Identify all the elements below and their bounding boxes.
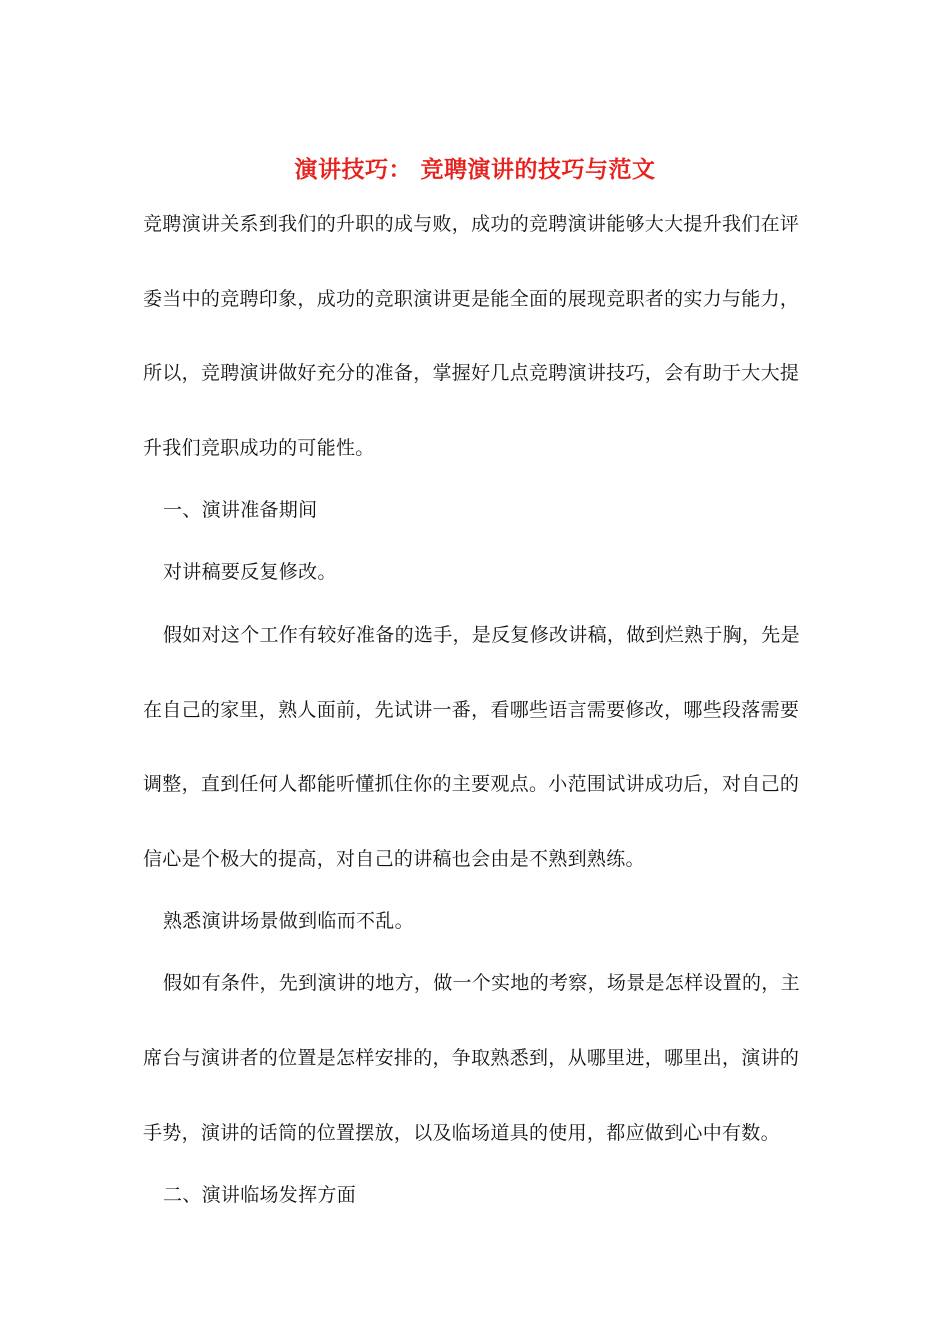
paragraph-line: 调整，直到任何人都能听懂抓住你的主要观点。小范围试讲成功后，对自己的 <box>143 773 800 795</box>
section-heading: 二、演讲临场发挥方面 <box>163 1184 357 1206</box>
paragraph-line: 席台与演讲者的位置是怎样安排的，争取熟悉到，从哪里进，哪里出，演讲的 <box>143 1047 800 1069</box>
subheading: 熟悉演讲场景做到临而不乱。 <box>163 910 414 932</box>
document-title: 演讲技巧： 竞聘演讲的技巧与范文 <box>294 156 656 183</box>
section-heading: 一、演讲准备期间 <box>163 499 318 521</box>
paragraph-line: 在自己的家里，熟人面前，先试讲一番，看哪些语言需要修改，哪些段落需要 <box>143 699 800 721</box>
paragraph-line: 假如有条件，先到演讲的地方，做一个实地的考察，场景是怎样设置的，主 <box>163 972 800 994</box>
paragraph-line: 所以，竞聘演讲做好充分的准备，掌握好几点竞聘演讲技巧，会有助于大大提 <box>143 362 800 384</box>
subheading: 对讲稿要反复修改。 <box>163 561 337 583</box>
paragraph-line: 手势，演讲的话筒的位置摆放，以及临场道具的使用，都应做到心中有数。 <box>143 1122 780 1144</box>
paragraph-line: 假如对这个工作有较好准备的选手，是反复修改讲稿，做到烂熟于胸，先是 <box>163 624 800 646</box>
paragraph-line: 委当中的竞聘印象，成功的竞职演讲更是能全面的展现竞职者的实力与能力， <box>143 288 800 310</box>
paragraph-line: 信心是个极大的提高，对自己的讲稿也会由是不熟到熟练。 <box>143 848 645 870</box>
paragraph-line: 升我们竞职成功的可能性。 <box>143 437 375 459</box>
paragraph-line: 竞聘演讲关系到我们的升职的成与败，成功的竞聘演讲能够大大提升我们在评 <box>143 213 800 235</box>
